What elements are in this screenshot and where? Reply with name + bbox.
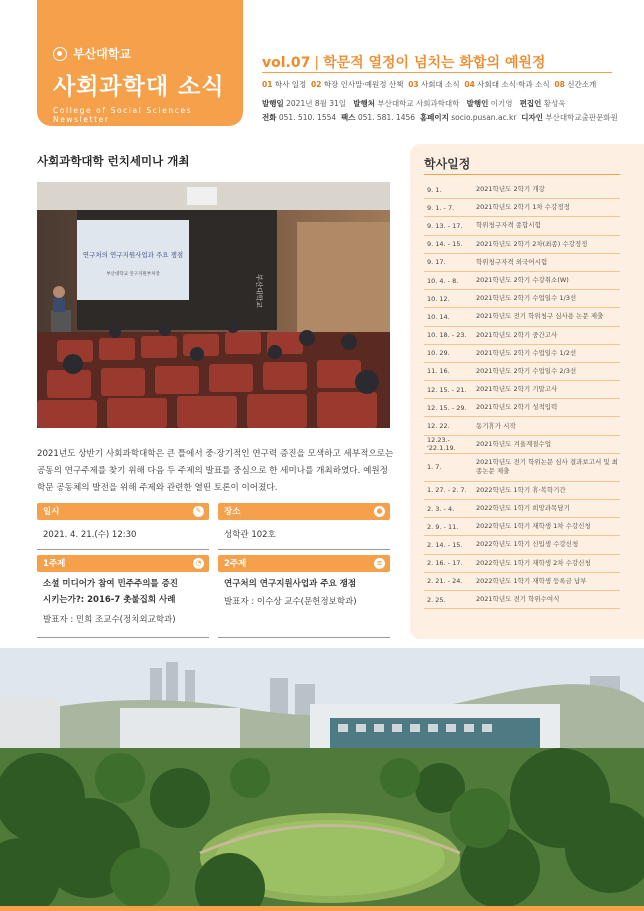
article-title: 사회과학대학 런치세미나 개최: [37, 154, 190, 168]
schedule-row: [424, 254, 620, 272]
schedule-date: 10. 18. - 23.: [427, 331, 467, 340]
date-header: [37, 503, 209, 520]
schedule-row: [424, 536, 620, 554]
schedule-date: 9. 17.: [427, 258, 446, 267]
topic2-label: 2주제: [224, 559, 247, 569]
schedule-event: 2022학년도 1학기 재학생 1차 수강신청: [476, 522, 591, 531]
schedule-date: 9. 13. - 17.: [427, 221, 463, 230]
toc-number: 04: [464, 80, 475, 89]
schedule-row: [424, 518, 620, 536]
schedule-row: [424, 308, 620, 326]
publication-info: [262, 98, 566, 109]
meta-label: 전화: [262, 113, 277, 122]
schedule-row: [424, 500, 620, 518]
schedule-row: [424, 591, 620, 609]
schedule-row: [424, 399, 620, 417]
schedule-date: 10. 14.: [427, 312, 450, 321]
topic1-title-line: 시키는가?: 2016-7 촛불집회 사례: [43, 595, 176, 605]
schedule-row: [424, 482, 620, 500]
schedule-event: 2021학년도 2학기 수강취소(W): [476, 276, 569, 285]
toc-item: 사회대 소식: [421, 80, 460, 89]
pencil-icon: ✎: [193, 506, 204, 517]
schedule-date: 9. 14. - 15.: [427, 240, 463, 249]
schedule-date: 12. 15. - 29.: [427, 403, 467, 412]
slide-title: 연구처의 연구지원사업과 주요 쟁점: [82, 251, 184, 259]
editor: 황성욱: [543, 99, 566, 108]
toc-number: 01: [262, 80, 273, 89]
toc-number: 03: [408, 80, 419, 89]
schedule-date: 2. 14. - 15.: [427, 540, 463, 549]
schedule-event: 2021학년도 겨울계절수업: [476, 439, 552, 448]
schedule-event: 2021학년도 2학기 수업일수 1/2선: [476, 348, 577, 357]
university-row: [53, 45, 229, 62]
schedule-date: 2. 25.: [427, 595, 446, 604]
university-name: 부산대학교: [73, 47, 131, 61]
toc-number: 02: [310, 80, 322, 89]
seminar-photo: [37, 182, 390, 428]
schedule-event: 2022학년도 1학기 재학생 등록금 납부: [476, 576, 587, 585]
schedule-event: 2021학년도 전기 학위수여식: [476, 595, 560, 604]
schedule-row: [424, 327, 620, 345]
schedule-row: [424, 345, 620, 363]
schedule-date: 11. 16.: [427, 367, 450, 376]
schedule-event: 2021학년도 2학기 1차 수강정정: [476, 203, 570, 212]
schedule-event: 2022학년도 1학기 휴·복학기간: [476, 485, 566, 494]
contact-info: [262, 112, 618, 123]
volume-number: vol.07: [262, 55, 311, 71]
schedule-event: 2021학년도 2학기 기말고사: [476, 385, 558, 394]
masthead: [37, 0, 243, 126]
table-of-contents: [262, 79, 596, 90]
divider: [218, 637, 390, 638]
schedule-date: 10. 29.: [427, 349, 450, 358]
schedule-date: 2. 16. - 17.: [427, 559, 463, 568]
schedule-event: 학위청구자격 외국어시험: [476, 257, 548, 266]
schedule-date: 10. 12.: [427, 294, 450, 303]
schedule-date: 10. 4. - 8.: [427, 276, 459, 285]
schedule-event: 2022학년도 1학기 희망과목담기: [476, 504, 570, 513]
schedule-row: [424, 417, 620, 435]
date-value: 2021. 4. 21.(수) 12:30: [43, 530, 137, 540]
schedule-title: 학사일정: [424, 157, 471, 171]
divider: [218, 549, 390, 550]
meta-label: 발행일: [262, 99, 284, 108]
topic1-title-line: 소셜 미디어가 참여 민주주의를 증진: [43, 579, 179, 589]
topic2-title: 연구처의 연구지원사업과 주요 쟁점: [224, 579, 357, 589]
schedule-event: 2021학년도 전기 학위청구 심사용 논문 제출: [476, 312, 604, 321]
topic2-header: [218, 555, 390, 572]
schedule-date: 9. 1. - 7.: [427, 203, 455, 212]
schedule-row: [424, 555, 620, 573]
toc-item: 신간소개: [567, 80, 597, 89]
schedule-row: [424, 272, 620, 290]
schedule-event: 2021학년도 2학기 수업일수 1/3선: [476, 294, 577, 303]
schedule-row: [424, 573, 620, 591]
newsletter-title: 사회과학대 소식: [53, 74, 225, 100]
location-icon: ●: [374, 506, 385, 517]
toc-item: 학사 일정: [274, 80, 307, 89]
toc-item: 사회대 소식·학과 소식: [477, 80, 550, 89]
meta-label: 팩스: [340, 113, 356, 122]
fax: 051. 581. 1456: [357, 113, 416, 122]
schedule-event: 2021학년도 2학기 성적입력: [476, 403, 558, 412]
divider: [37, 637, 209, 638]
meta-label: 발행처: [353, 99, 375, 108]
schedule-event: 2021학년도 2학기 2차(최종) 수강정정: [476, 239, 588, 248]
university-seal-icon: [53, 47, 67, 61]
topic1-header: [37, 555, 209, 572]
place-header: [218, 503, 390, 520]
schedule-row: [424, 199, 620, 217]
schedule-date: 2. 9. - 11.: [427, 522, 459, 531]
schedule-divider: [424, 174, 620, 175]
divider: [37, 549, 209, 550]
schedule-event: 2021학년도 2학기 개강: [476, 185, 545, 194]
toc-item: 학장 인사말·예원정 산책: [323, 80, 404, 89]
topic1-presenter: 발표자 : 민희 조교수(정치외교학과): [43, 615, 176, 625]
schedule-date: 1. 27. - 2. 7.: [427, 486, 467, 495]
schedule-event: 학위청구자격 종합시험: [476, 221, 541, 230]
schedule-list: [424, 181, 620, 609]
meta-label: 홈페이지: [419, 113, 449, 122]
schedule-row: [424, 363, 620, 381]
header-divider: [262, 72, 612, 73]
publisher: 이기영: [490, 99, 513, 108]
schedule-event: 2021학년도 2학기 중간고사: [476, 330, 558, 339]
schedule-date: 2. 3. - 4.: [427, 504, 455, 513]
schedule-row: [424, 454, 620, 482]
room-sign: 부산대학교: [255, 274, 263, 308]
schedule-row: [424, 217, 620, 235]
publisher-org: 부산대학교 사회과학대학: [377, 99, 460, 108]
schedule-date: 12. 15. - 21.: [427, 385, 467, 394]
campus-photo: [0, 648, 644, 906]
schedule-event: 2021학년도 전기 학위논문 심사 결과보고서 및 최종논문 제출: [476, 458, 618, 476]
homepage-link[interactable]: socio.pusan.ac.kr: [451, 113, 517, 122]
schedule-event: 2022학년도 1학기 재학생 2차 수강신청: [476, 558, 591, 567]
topic1-label: 1주제: [43, 559, 66, 569]
schedule-event: 2022학년도 1학기 신입생 수강신청: [476, 540, 579, 549]
toc-number: 08: [554, 80, 565, 89]
schedule-row: [424, 236, 620, 254]
article-body: 2021년도 상반기 사회과학대학은 큰 틀에서 중·장기적인 연구력 증진을 모색하고 세부적으로는 공동의 연구주제를 찾기 위해 다음 두 주제의 발표를 중심으로 한 세미나를 개최하였다. 예원정 학문 공동체의 발전을 위해 주제와 관련한 열띤 토론이 이어졌다.: [37, 449, 394, 493]
place-value: 성학관 102호: [224, 530, 276, 540]
schedule-row: [424, 436, 620, 454]
schedule-date: 2. 21. - 24.: [427, 577, 463, 586]
issue-volume-line: vol.07 | 학문적 열정이 넘치는 화합의 예원정: [262, 55, 546, 71]
designer: 부산대학교출판문화원: [545, 113, 618, 122]
schedule-row: [424, 290, 620, 308]
schedule-event: 동기휴가 시작: [476, 421, 516, 430]
place-label: 장소: [224, 507, 241, 517]
schedule-date: 12. 22.: [427, 422, 450, 431]
meta-label: 디자인: [521, 113, 544, 122]
footer-bar: [0, 906, 644, 911]
schedule-event: 2021학년도 2학기 수업일수 2/3선: [476, 366, 577, 375]
slide-subtitle: 부산대학교 연구지원부처장: [106, 272, 160, 277]
meta-label: 편집인: [519, 99, 542, 108]
phone: 051. 510. 1554: [278, 113, 337, 122]
schedule-date: 1. 7.: [427, 463, 442, 472]
list-icon: ≡: [374, 558, 385, 569]
schedule-row: [424, 381, 620, 399]
clock-icon: ◔: [193, 558, 204, 569]
issue-tagline: 학문적 열정이 넘치는 화합의 예원정: [323, 55, 546, 71]
topic2-presenter: 발표자 : 이수상 교수(문헌정보학과): [224, 597, 357, 607]
meta-label: 발행인: [466, 99, 489, 108]
newsletter-subtitle: College of Social Sciences Newsletter: [53, 106, 193, 124]
schedule-row: [424, 181, 620, 199]
date-label: 일시: [43, 507, 60, 517]
topic1-title: [43, 576, 213, 608]
publish-date: 2021년 8월 31일: [286, 99, 347, 108]
schedule-date: 12.23.-'22.1.19.: [427, 436, 456, 453]
schedule-date: 9. 1.: [427, 185, 442, 194]
